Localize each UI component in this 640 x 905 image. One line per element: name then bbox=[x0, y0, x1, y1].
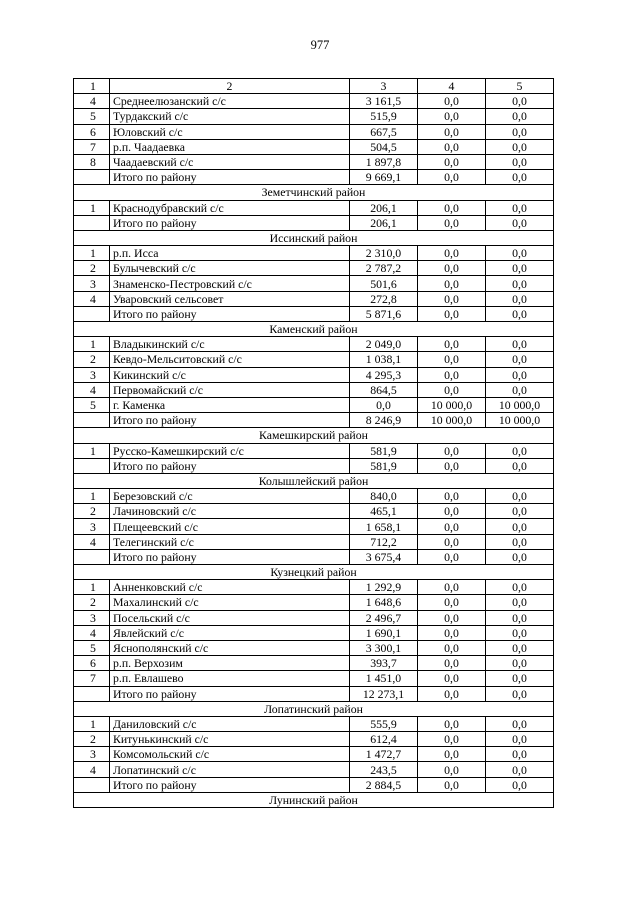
table-row bbox=[74, 489, 554, 504]
row-number-cell: 7 bbox=[74, 671, 110, 686]
column-5-value-cell: 0,0 bbox=[486, 337, 554, 352]
column-3-value-cell: 206,1 bbox=[350, 215, 418, 230]
table-body bbox=[74, 79, 554, 808]
settlement-name-cell: Кевдо-Мельситовский с/с bbox=[110, 352, 350, 367]
settlement-name-cell: Телегинский с/с bbox=[110, 534, 350, 549]
column-5-value-cell: 0,0 bbox=[486, 443, 554, 458]
column-3-value-cell: 1 292,9 bbox=[350, 580, 418, 595]
column-5-value-cell: 0,0 bbox=[486, 762, 554, 777]
row-number-cell bbox=[74, 777, 110, 792]
column-4-value-cell: 0,0 bbox=[418, 170, 486, 185]
settlement-name-cell: Турдакский с/с bbox=[110, 109, 350, 124]
row-number-cell bbox=[74, 170, 110, 185]
settlement-name-cell: Лачиновский с/с bbox=[110, 504, 350, 519]
column-3-value-cell: 1 648,6 bbox=[350, 595, 418, 610]
table-row bbox=[74, 534, 554, 549]
column-4-value-cell: 0,0 bbox=[418, 747, 486, 762]
column-3-value-cell: 612,4 bbox=[350, 732, 418, 747]
column-5-value-cell: 0,0 bbox=[486, 109, 554, 124]
table-row bbox=[74, 519, 554, 534]
row-number-cell: 3 bbox=[74, 747, 110, 762]
section-title: Колышлейский район bbox=[74, 473, 554, 488]
column-3-value-cell: 9 669,1 bbox=[350, 170, 418, 185]
column-5-value-cell: 0,0 bbox=[486, 671, 554, 686]
table-row bbox=[74, 154, 554, 169]
column-3-value-cell: 581,9 bbox=[350, 458, 418, 473]
settlement-name-cell: Посельский с/с bbox=[110, 610, 350, 625]
column-4-value-cell: 0,0 bbox=[418, 109, 486, 124]
row-number-cell: 3 bbox=[74, 519, 110, 534]
column-4-value-cell: 0,0 bbox=[418, 124, 486, 139]
row-number-cell: 1 bbox=[74, 716, 110, 731]
settlement-name-cell: Краснодубравский с/с bbox=[110, 200, 350, 215]
column-5-value-cell: 0,0 bbox=[486, 747, 554, 762]
column-4-value-cell: 0,0 bbox=[418, 458, 486, 473]
row-number-cell bbox=[74, 458, 110, 473]
column-3-value-cell: 515,9 bbox=[350, 109, 418, 124]
table-row bbox=[74, 595, 554, 610]
page-number: 977 bbox=[310, 38, 330, 52]
row-number-cell bbox=[74, 306, 110, 321]
table-row bbox=[74, 200, 554, 215]
column-5-value-cell: 0,0 bbox=[486, 94, 554, 109]
table-row bbox=[74, 732, 554, 747]
settlement-name-cell: Итого по району bbox=[110, 215, 350, 230]
column-4-value-cell: 0,0 bbox=[418, 504, 486, 519]
total-row bbox=[74, 549, 554, 564]
column-5-value-cell: 0,0 bbox=[486, 124, 554, 139]
column-5-value-cell: 0,0 bbox=[486, 625, 554, 640]
total-row bbox=[74, 777, 554, 792]
header-row bbox=[74, 79, 554, 94]
column-3-value-cell: 3 161,5 bbox=[350, 94, 418, 109]
column-4-value-cell: 0,0 bbox=[418, 200, 486, 215]
column-4-value-cell: 0,0 bbox=[418, 139, 486, 154]
column-3-value-cell: 3 300,1 bbox=[350, 640, 418, 655]
total-row bbox=[74, 215, 554, 230]
settlement-name-cell: Плещеевский с/с bbox=[110, 519, 350, 534]
header-cell-3: 3 bbox=[350, 79, 418, 94]
row-number-cell: 2 bbox=[74, 261, 110, 276]
column-3-value-cell: 272,8 bbox=[350, 291, 418, 306]
section-title: Кузнецкий район bbox=[74, 565, 554, 580]
column-5-value-cell: 0,0 bbox=[486, 640, 554, 655]
total-row bbox=[74, 170, 554, 185]
column-3-value-cell: 1 038,1 bbox=[350, 352, 418, 367]
column-5-value-cell: 0,0 bbox=[486, 246, 554, 261]
settlement-name-cell: Итого по району bbox=[110, 777, 350, 792]
settlement-name-cell: Владыкинский с/с bbox=[110, 337, 350, 352]
column-4-value-cell: 0,0 bbox=[418, 489, 486, 504]
row-number-cell: 1 bbox=[74, 200, 110, 215]
column-5-value-cell: 0,0 bbox=[486, 154, 554, 169]
column-5-value-cell: 10 000,0 bbox=[486, 413, 554, 428]
column-5-value-cell: 0,0 bbox=[486, 489, 554, 504]
column-4-value-cell: 0,0 bbox=[418, 246, 486, 261]
column-4-value-cell: 0,0 bbox=[418, 154, 486, 169]
column-5-value-cell: 0,0 bbox=[486, 170, 554, 185]
column-5-value-cell: 0,0 bbox=[486, 352, 554, 367]
column-4-value-cell: 0,0 bbox=[418, 215, 486, 230]
column-3-value-cell: 840,0 bbox=[350, 489, 418, 504]
row-number-cell: 2 bbox=[74, 595, 110, 610]
column-4-value-cell: 0,0 bbox=[418, 686, 486, 701]
column-5-value-cell: 0,0 bbox=[486, 519, 554, 534]
row-number-cell: 3 bbox=[74, 610, 110, 625]
settlement-name-cell: Китунькинский с/с bbox=[110, 732, 350, 747]
row-number-cell bbox=[74, 549, 110, 564]
header-cell-4: 4 bbox=[418, 79, 486, 94]
column-3-value-cell: 555,9 bbox=[350, 716, 418, 731]
row-number-cell: 3 bbox=[74, 367, 110, 382]
row-number-cell: 8 bbox=[74, 154, 110, 169]
table-row bbox=[74, 109, 554, 124]
table-row bbox=[74, 124, 554, 139]
column-3-value-cell: 465,1 bbox=[350, 504, 418, 519]
column-4-value-cell: 0,0 bbox=[418, 337, 486, 352]
column-4-value-cell: 0,0 bbox=[418, 595, 486, 610]
column-3-value-cell: 1 472,7 bbox=[350, 747, 418, 762]
row-number-cell bbox=[74, 413, 110, 428]
table-row bbox=[74, 139, 554, 154]
settlement-name-cell: Махалинский с/с bbox=[110, 595, 350, 610]
column-3-value-cell: 2 787,2 bbox=[350, 261, 418, 276]
column-5-value-cell: 0,0 bbox=[486, 200, 554, 215]
column-3-value-cell: 206,1 bbox=[350, 200, 418, 215]
column-5-value-cell: 0,0 bbox=[486, 276, 554, 291]
header-cell-1: 1 bbox=[74, 79, 110, 94]
settlement-name-cell: Булычевский с/с bbox=[110, 261, 350, 276]
table-row bbox=[74, 246, 554, 261]
table-row bbox=[74, 443, 554, 458]
row-number-cell: 7 bbox=[74, 139, 110, 154]
settlement-name-cell: Итого по району bbox=[110, 170, 350, 185]
column-4-value-cell: 0,0 bbox=[418, 671, 486, 686]
column-5-value-cell: 10 000,0 bbox=[486, 397, 554, 412]
settlement-name-cell: р.п. Евлашево bbox=[110, 671, 350, 686]
table-row bbox=[74, 625, 554, 640]
header-cell-5: 5 bbox=[486, 79, 554, 94]
column-4-value-cell: 0,0 bbox=[418, 762, 486, 777]
section-row bbox=[74, 428, 554, 443]
settlement-name-cell: Березовский с/с bbox=[110, 489, 350, 504]
column-5-value-cell: 0,0 bbox=[486, 291, 554, 306]
column-3-value-cell: 712,2 bbox=[350, 534, 418, 549]
settlement-name-cell: Знаменско-Пестровский с/с bbox=[110, 276, 350, 291]
column-5-value-cell: 0,0 bbox=[486, 656, 554, 671]
column-5-value-cell: 0,0 bbox=[486, 458, 554, 473]
row-number-cell: 4 bbox=[74, 94, 110, 109]
column-4-value-cell: 0,0 bbox=[418, 94, 486, 109]
column-5-value-cell: 0,0 bbox=[486, 534, 554, 549]
column-3-value-cell: 1 897,8 bbox=[350, 154, 418, 169]
table-row bbox=[74, 397, 554, 412]
table-row bbox=[74, 291, 554, 306]
table-row bbox=[74, 261, 554, 276]
table-row bbox=[74, 610, 554, 625]
column-3-value-cell: 393,7 bbox=[350, 656, 418, 671]
table-row bbox=[74, 352, 554, 367]
table-row bbox=[74, 671, 554, 686]
table-row bbox=[74, 747, 554, 762]
column-3-value-cell: 0,0 bbox=[350, 397, 418, 412]
table-row bbox=[74, 716, 554, 731]
column-5-value-cell: 0,0 bbox=[486, 716, 554, 731]
column-3-value-cell: 2 496,7 bbox=[350, 610, 418, 625]
section-row bbox=[74, 473, 554, 488]
row-number-cell: 4 bbox=[74, 625, 110, 640]
column-4-value-cell: 0,0 bbox=[418, 716, 486, 731]
section-title: Каменский район bbox=[74, 322, 554, 337]
settlement-name-cell: Русско-Камешкирский с/с bbox=[110, 443, 350, 458]
settlement-name-cell: р.п. Исса bbox=[110, 246, 350, 261]
column-5-value-cell: 0,0 bbox=[486, 732, 554, 747]
row-number-cell: 6 bbox=[74, 656, 110, 671]
row-number-cell: 6 bbox=[74, 124, 110, 139]
column-5-value-cell: 0,0 bbox=[486, 610, 554, 625]
settlement-name-cell: Первомайский с/с bbox=[110, 382, 350, 397]
column-3-value-cell: 3 675,4 bbox=[350, 549, 418, 564]
column-4-value-cell: 0,0 bbox=[418, 443, 486, 458]
column-4-value-cell: 0,0 bbox=[418, 640, 486, 655]
column-3-value-cell: 1 690,1 bbox=[350, 625, 418, 640]
settlement-name-cell: Итого по району bbox=[110, 686, 350, 701]
table-row bbox=[74, 504, 554, 519]
table-row bbox=[74, 762, 554, 777]
table-row bbox=[74, 382, 554, 397]
column-3-value-cell: 581,9 bbox=[350, 443, 418, 458]
column-5-value-cell: 0,0 bbox=[486, 367, 554, 382]
row-number-cell: 1 bbox=[74, 443, 110, 458]
column-3-value-cell: 2 884,5 bbox=[350, 777, 418, 792]
column-3-value-cell: 504,5 bbox=[350, 139, 418, 154]
row-number-cell: 5 bbox=[74, 109, 110, 124]
row-number-cell: 1 bbox=[74, 337, 110, 352]
section-row bbox=[74, 185, 554, 200]
row-number-cell: 1 bbox=[74, 489, 110, 504]
table-row bbox=[74, 276, 554, 291]
section-title: Иссинский район bbox=[74, 230, 554, 245]
row-number-cell: 4 bbox=[74, 382, 110, 397]
settlement-name-cell: Кикинский с/с bbox=[110, 367, 350, 382]
table-row bbox=[74, 367, 554, 382]
settlement-name-cell: Уваровский сельсовет bbox=[110, 291, 350, 306]
column-4-value-cell: 0,0 bbox=[418, 549, 486, 564]
section-row bbox=[74, 792, 554, 807]
total-row bbox=[74, 306, 554, 321]
settlement-name-cell: г. Каменка bbox=[110, 397, 350, 412]
column-4-value-cell: 0,0 bbox=[418, 732, 486, 747]
column-3-value-cell: 1 658,1 bbox=[350, 519, 418, 534]
row-number-cell bbox=[74, 686, 110, 701]
header-cell-2: 2 bbox=[110, 79, 350, 94]
column-3-value-cell: 4 295,3 bbox=[350, 367, 418, 382]
settlement-name-cell: р.п. Чаадаевка bbox=[110, 139, 350, 154]
column-4-value-cell: 0,0 bbox=[418, 291, 486, 306]
column-3-value-cell: 2 310,0 bbox=[350, 246, 418, 261]
column-5-value-cell: 0,0 bbox=[486, 595, 554, 610]
column-4-value-cell: 0,0 bbox=[418, 656, 486, 671]
row-number-cell: 1 bbox=[74, 580, 110, 595]
row-number-cell: 3 bbox=[74, 276, 110, 291]
column-5-value-cell: 0,0 bbox=[486, 580, 554, 595]
column-4-value-cell: 0,0 bbox=[418, 306, 486, 321]
row-number-cell: 1 bbox=[74, 246, 110, 261]
column-4-value-cell: 0,0 bbox=[418, 367, 486, 382]
settlement-name-cell: Явлейский с/с bbox=[110, 625, 350, 640]
section-title: Камешкирский район bbox=[74, 428, 554, 443]
settlement-name-cell: Итого по району bbox=[110, 458, 350, 473]
settlement-name-cell: Анненковский с/с bbox=[110, 580, 350, 595]
column-4-value-cell: 0,0 bbox=[418, 777, 486, 792]
settlement-name-cell: Даниловский с/с bbox=[110, 716, 350, 731]
column-5-value-cell: 0,0 bbox=[486, 382, 554, 397]
row-number-cell: 4 bbox=[74, 534, 110, 549]
section-row bbox=[74, 322, 554, 337]
column-5-value-cell: 0,0 bbox=[486, 139, 554, 154]
column-4-value-cell: 0,0 bbox=[418, 625, 486, 640]
settlement-name-cell: Юловский с/с bbox=[110, 124, 350, 139]
column-3-value-cell: 501,6 bbox=[350, 276, 418, 291]
column-3-value-cell: 2 049,0 bbox=[350, 337, 418, 352]
column-5-value-cell: 0,0 bbox=[486, 686, 554, 701]
column-4-value-cell: 0,0 bbox=[418, 276, 486, 291]
settlement-name-cell: Итого по району bbox=[110, 413, 350, 428]
column-4-value-cell: 10 000,0 bbox=[418, 397, 486, 412]
section-title: Земетчинский район bbox=[74, 185, 554, 200]
column-4-value-cell: 0,0 bbox=[418, 519, 486, 534]
row-number-cell: 2 bbox=[74, 504, 110, 519]
table-row bbox=[74, 94, 554, 109]
row-number-cell: 4 bbox=[74, 762, 110, 777]
column-4-value-cell: 0,0 bbox=[418, 610, 486, 625]
column-4-value-cell: 0,0 bbox=[418, 534, 486, 549]
row-number-cell: 5 bbox=[74, 640, 110, 655]
row-number-cell: 2 bbox=[74, 352, 110, 367]
column-4-value-cell: 0,0 bbox=[418, 352, 486, 367]
table-row bbox=[74, 640, 554, 655]
settlement-name-cell: Лопатинский с/с bbox=[110, 762, 350, 777]
settlement-name-cell: Комсомольский с/с bbox=[110, 747, 350, 762]
budget-table bbox=[73, 78, 554, 808]
settlement-name-cell: Среднеелюзанский с/с bbox=[110, 94, 350, 109]
column-4-value-cell: 10 000,0 bbox=[418, 413, 486, 428]
settlement-name-cell: Чаадаевский с/с bbox=[110, 154, 350, 169]
settlement-name-cell: Итого по району bbox=[110, 549, 350, 564]
column-4-value-cell: 0,0 bbox=[418, 382, 486, 397]
column-5-value-cell: 0,0 bbox=[486, 504, 554, 519]
section-title: Лопатинский район bbox=[74, 701, 554, 716]
column-4-value-cell: 0,0 bbox=[418, 261, 486, 276]
section-row bbox=[74, 565, 554, 580]
table-row bbox=[74, 656, 554, 671]
settlement-name-cell: Яснополянский с/с bbox=[110, 640, 350, 655]
column-3-value-cell: 8 246,9 bbox=[350, 413, 418, 428]
row-number-cell: 4 bbox=[74, 291, 110, 306]
column-3-value-cell: 667,5 bbox=[350, 124, 418, 139]
column-3-value-cell: 1 451,0 bbox=[350, 671, 418, 686]
settlement-name-cell: р.п. Верхозим bbox=[110, 656, 350, 671]
total-row bbox=[74, 413, 554, 428]
column-3-value-cell: 12 273,1 bbox=[350, 686, 418, 701]
column-3-value-cell: 243,5 bbox=[350, 762, 418, 777]
settlement-name-cell: Итого по району bbox=[110, 306, 350, 321]
row-number-cell: 2 bbox=[74, 732, 110, 747]
row-number-cell: 5 bbox=[74, 397, 110, 412]
total-row bbox=[74, 458, 554, 473]
column-3-value-cell: 864,5 bbox=[350, 382, 418, 397]
table-row bbox=[74, 580, 554, 595]
section-row bbox=[74, 230, 554, 245]
column-5-value-cell: 0,0 bbox=[486, 549, 554, 564]
column-5-value-cell: 0,0 bbox=[486, 215, 554, 230]
row-number-cell bbox=[74, 215, 110, 230]
column-5-value-cell: 0,0 bbox=[486, 261, 554, 276]
section-title: Лунинский район bbox=[74, 792, 554, 807]
section-row bbox=[74, 701, 554, 716]
total-row bbox=[74, 686, 554, 701]
column-5-value-cell: 0,0 bbox=[486, 777, 554, 792]
column-5-value-cell: 0,0 bbox=[486, 306, 554, 321]
column-3-value-cell: 5 871,6 bbox=[350, 306, 418, 321]
table-row bbox=[74, 337, 554, 352]
column-4-value-cell: 0,0 bbox=[418, 580, 486, 595]
